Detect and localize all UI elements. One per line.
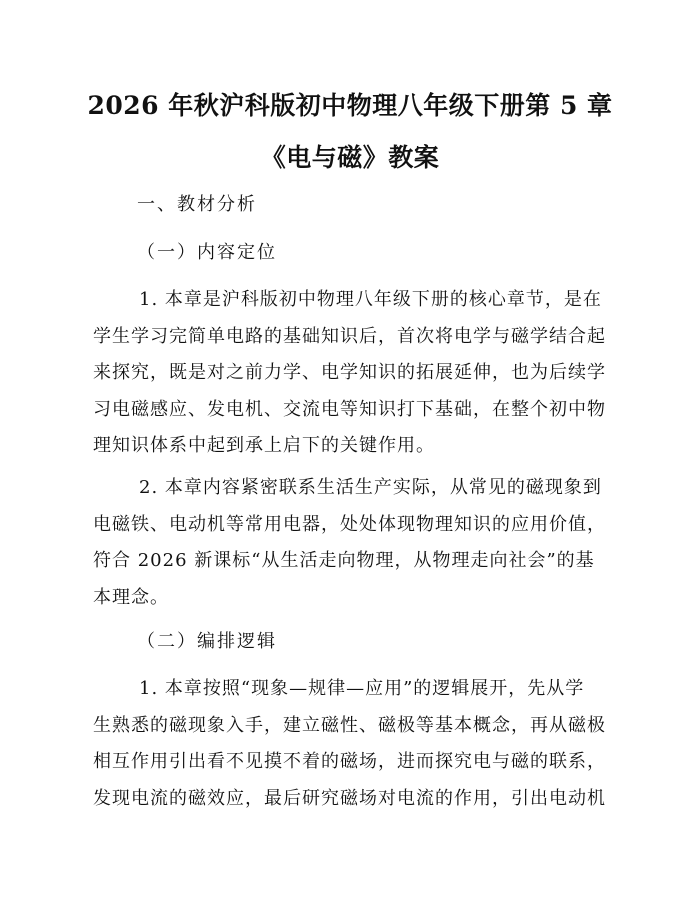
paragraph-line: 理知识体系中起到承上启下的关键作用。 [93,435,435,456]
subsection-heading-arrangement-logic: （二）编排逻辑 [137,631,277,652]
paragraph-line: 学生学习完简单电路的基础知识后，首次将电学与磁学结合起 [93,325,606,347]
paragraph-line: 本理念。 [93,586,169,608]
paragraph-line: 习电磁感应、发电机、交流电等知识打下基础，在整个初中物 [93,398,606,420]
paragraph-line: 相互作用引出看不见摸不着的磁场，进而探究电与磁的联系， [93,751,606,772]
paragraph-1 [93,282,628,465]
paragraph-line: 电磁铁、电动机等常用电器，处处体现物理知识的应用价值， [93,513,606,535]
section-heading-teaching-material-analysis: 一、教材分析 [137,194,257,215]
document-title-line-2: 《电与磁》教案 [260,143,440,172]
document-title-line-1: 2026 年秋沪科版初中物理八年级下册第 5 章 [87,91,613,120]
paragraph-3 [93,671,628,817]
paragraph-line: 1. 本章按照“现象—规律—应用”的逻辑展开，先从学 [139,678,585,699]
paragraph-line: 生熟悉的磁现象入手，建立磁性、磁极等基本概念，再从磁极 [93,714,606,736]
paragraph-2 [93,470,628,616]
subsection-heading-content-positioning: （一）内容定位 [137,242,277,263]
paragraph-line: 来探究，既是对之前力学、电学知识的拓展延伸，也为后续学 [93,362,606,383]
paragraph-line: 发现电流的磁效应，最后研究磁场对电流的作用，引出电动机 [93,787,606,809]
paragraph-line: 2. 本章内容紧密联系生活生产实际，从常见的磁现象到 [139,477,602,498]
paragraph-line: 符合 2026 新课标“从生活走向物理，从物理走向社会”的基 [93,550,595,571]
paragraph-line: 1. 本章是沪科版初中物理八年级下册的核心章节，是在 [139,289,602,310]
